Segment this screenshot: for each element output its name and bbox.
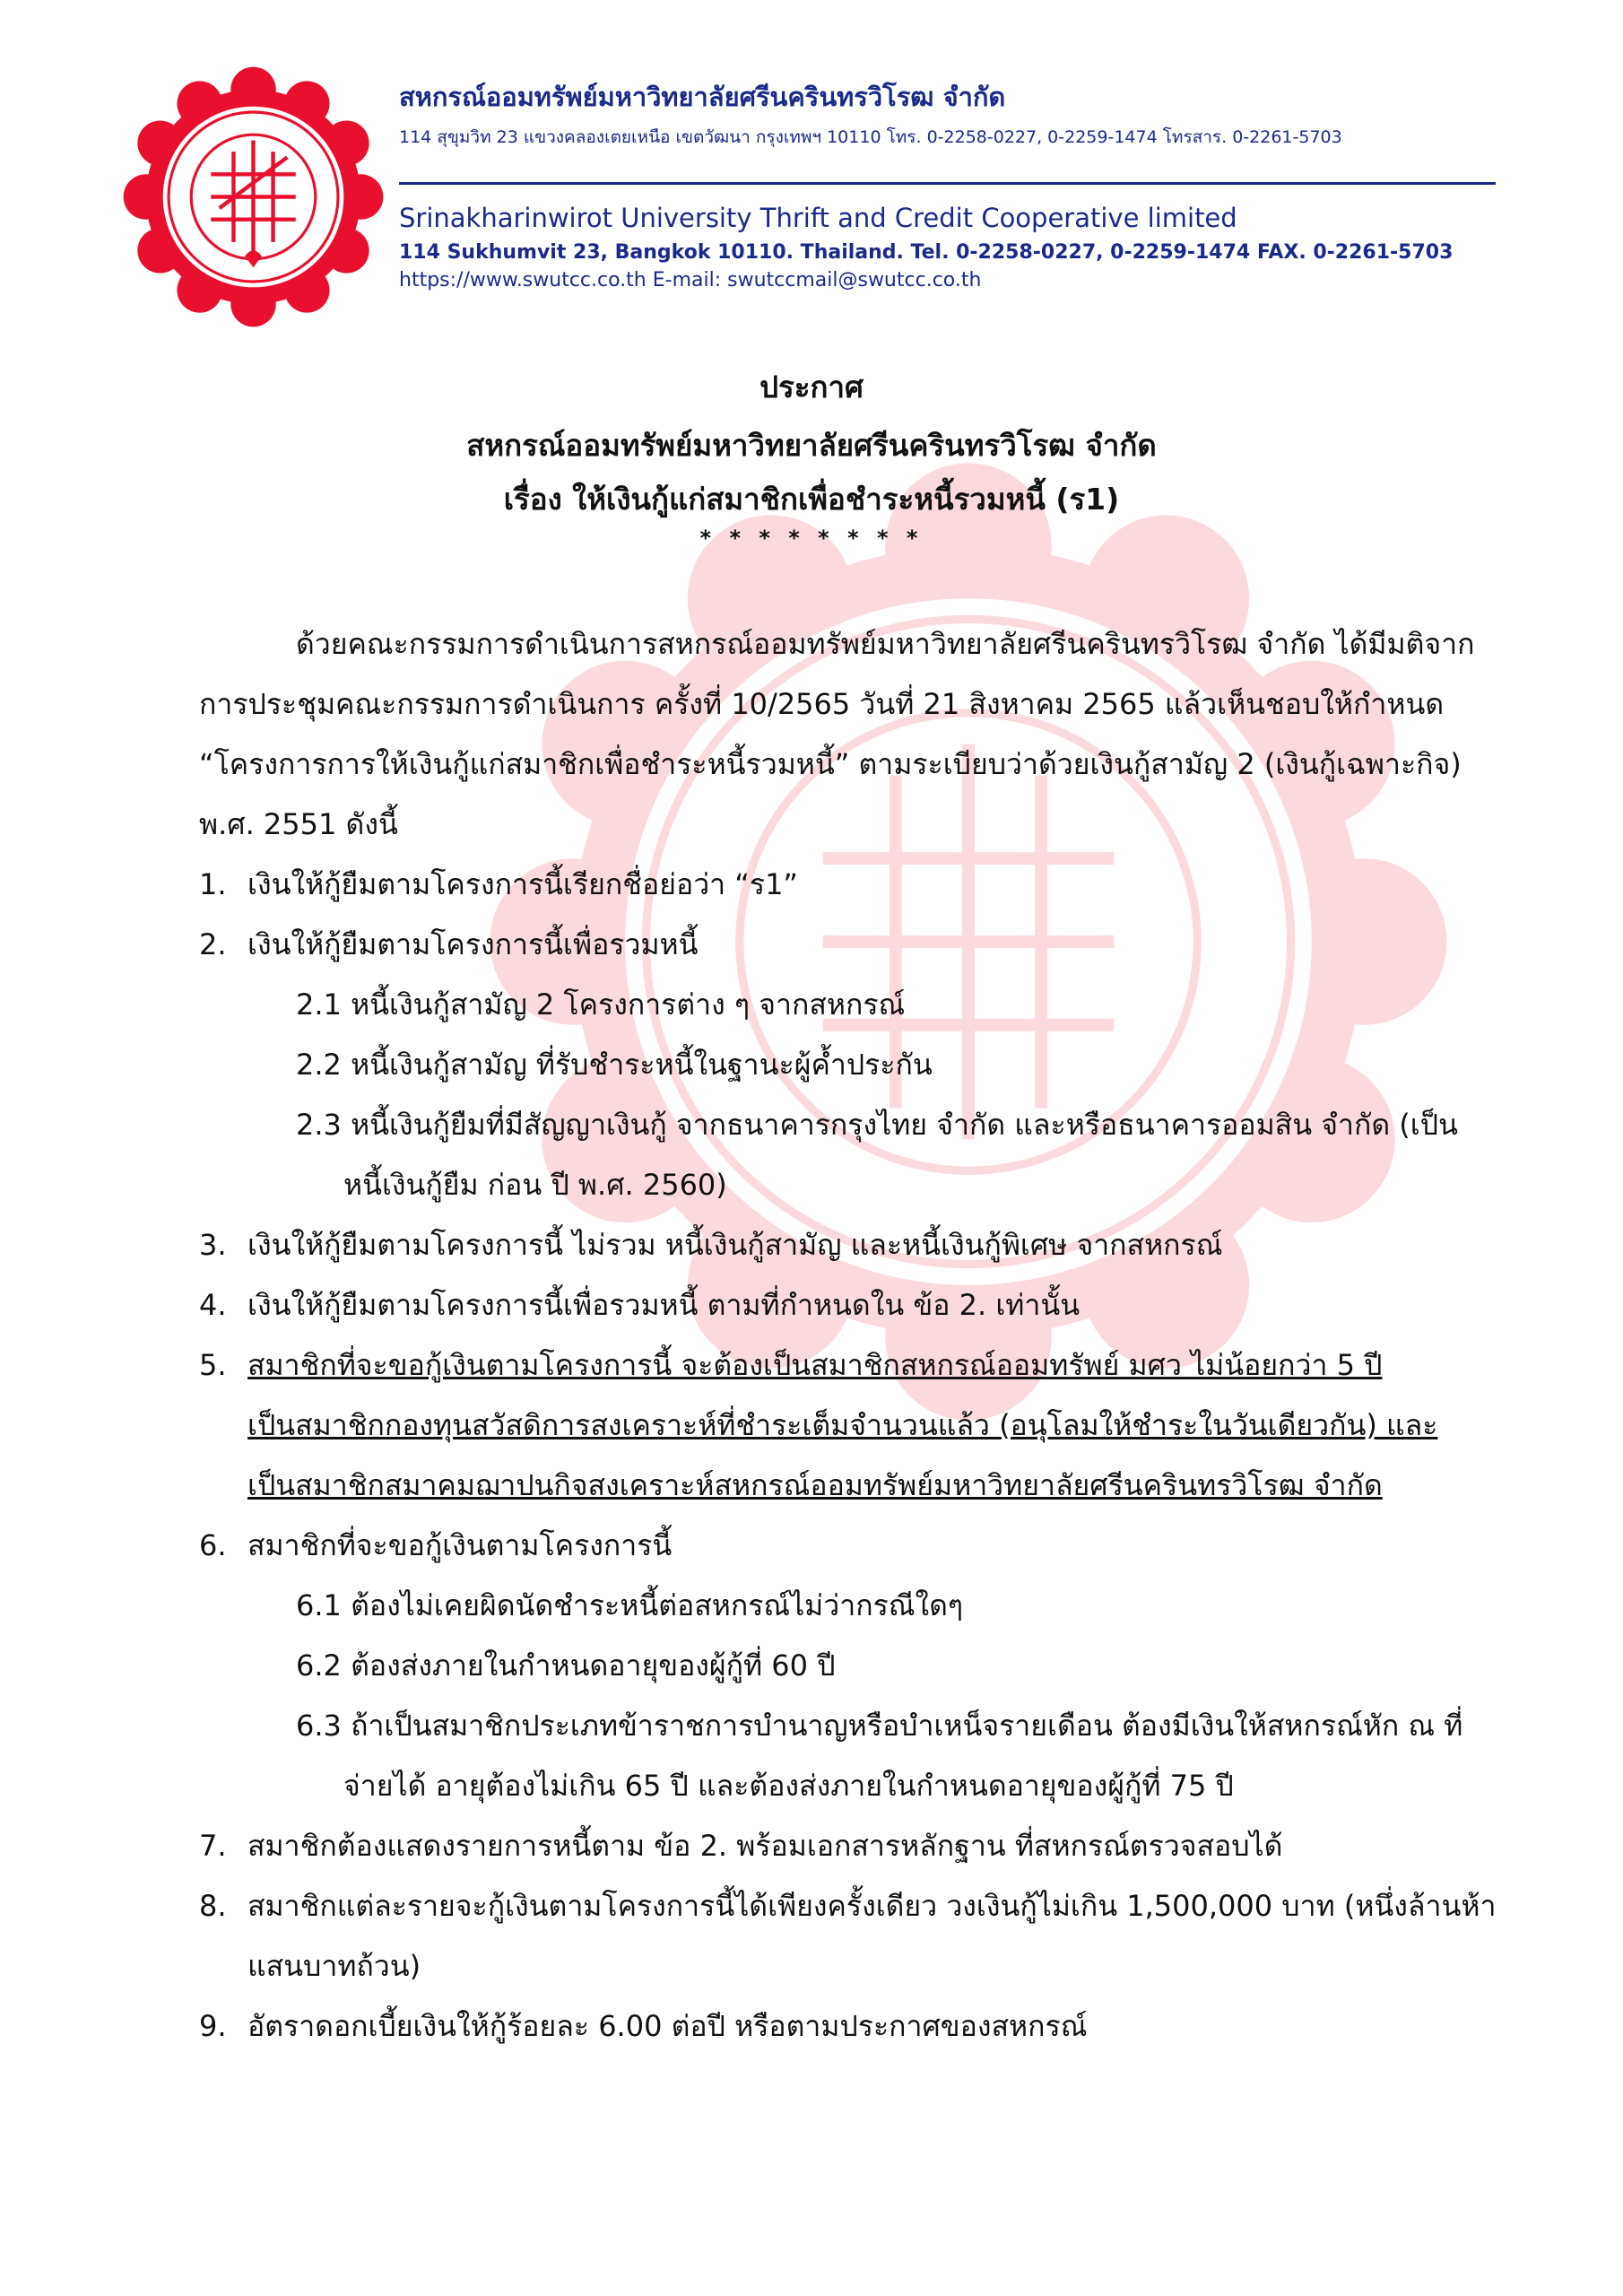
header-divider xyxy=(399,182,1496,185)
contact-english: https://www.swutcc.co.th E-mail: swutccmail@swutcc.co.th xyxy=(399,269,982,291)
intro-line-4: พ.ศ. 2551 ดังนี้ xyxy=(199,807,398,841)
intro-line-3: “โครงการการให้เงินกู้แก่สมาชิกเพื่อชำระหนี้รวมหนี้” ตามระเบียบว่าด้วยเงินกู้สามัญ 2 (เงินกู้เฉพาะกิจ) xyxy=(199,747,1462,781)
item-number-1: 1. xyxy=(199,867,227,901)
announcement-org: สหกรณ์ออมทรัพย์มหาวิทยาลัยศรีนครินทรวิโรฒ จำกัด xyxy=(466,428,1157,463)
item-4: เงินให้กู้ยืมตามโครงการนี้เพื่อรวมหนี้ ตามที่กำหนดใน ข้อ 2. เท่านั้น xyxy=(247,1288,1081,1322)
item-6: สมาชิกที่จะขอกู้เงินตามโครงการนี้ xyxy=(247,1528,673,1562)
item-5-line-2: เป็นสมาชิกกองทุนสวัสดิการสงเคราะห์ที่ชำระเต็มจำนวนแล้ว (อนุโลมให้ชำระในวันเดียวกัน) และ xyxy=(247,1408,1438,1442)
announcement-title: ประกาศ xyxy=(759,370,864,404)
subitem-2-3-line-1: 2.3 หนี้เงินกู้ยืมที่มีสัญญาเงินกู้ จากธนาคารกรุงไทย จำกัด และหรือธนาคารออมสิน จำกัด (เป็น xyxy=(296,1108,1458,1142)
item-number-5: 5. xyxy=(199,1348,227,1382)
subitem-2-2: 2.2 หนี้เงินกู้สามัญ ที่รับชำระหนี้ในฐานะผู้ค้ำประกัน xyxy=(296,1048,933,1082)
item-2: เงินให้กู้ยืมตามโครงการนี้เพื่อรวมหนี้ xyxy=(247,927,699,961)
item-number-7: 7. xyxy=(199,1829,227,1863)
subitem-2-1: 2.1 หนี้เงินกู้สามัญ 2 โครงการต่าง ๆ จากสหกรณ์ xyxy=(296,987,906,1022)
address-thai: 114 สุขุมวิท 23 แขวงคลองเตยเหนือ เขตวัฒนา กรุงเทพฯ 10110 โทร. 0-2258-0227, 0-2259-1474 โทรสาร. 0-2261-5703 xyxy=(399,127,1342,147)
item-number-9: 9. xyxy=(199,2009,227,2043)
item-number-4: 4. xyxy=(199,1288,227,1322)
subitem-6-3-line-1: 6.3 ถ้าเป็นสมาชิกประเภทข้าราชการบำนาญหรือบำเหน็จรายเดือน ต้องมีเงินให้สหกรณ์หัก ณ ที่ xyxy=(296,1709,1463,1743)
separator-stars: * * * * * * * * xyxy=(699,526,924,551)
subitem-6-3-line-2: จ่ายได้ อายุต้องไม่เกิน 65 ปี และต้องส่งภายในกำหนดอายุของผู้กู้ที่ 75 ปี xyxy=(343,1769,1234,1803)
intro-line-1: ด้วยคณะกรรมการดำเนินการสหกรณ์ออมทรัพย์มหาวิทยาลัยศรีนครินทรวิโรฒ จำกัด ได้มีมติจาก xyxy=(296,627,1475,661)
item-3: เงินให้กู้ยืมตามโครงการนี้ ไม่รวม หนี้เงินกู้สามัญ และหนี้เงินกู้พิเศษ จากสหกรณ์ xyxy=(247,1228,1223,1262)
intro-line-2: การประชุมคณะกรรมการดำเนินการ ครั้งที่ 10/2565 วันที่ 21 สิงหาคม 2565 แล้วเห็นชอบให้กำหนด xyxy=(199,687,1445,721)
item-5-line-3: เป็นสมาชิกสมาคมฌาปนกิจสงเคราะห์สหกรณ์ออมทรัพย์มหาวิทยาลัยศรีนครินทรวิโรฒ จำกัด xyxy=(247,1468,1383,1502)
org-name-english: Srinakharinwirot University Thrift and Credit Cooperative limited xyxy=(399,203,1237,233)
address-english: 114 Sukhumvit 23, Bangkok 10110. Thailand. Tel. 0-2258-0227, 0-2259-1474 FAX. 0-2261-5703 xyxy=(399,241,1454,264)
item-8-line-1: สมาชิกแต่ละรายจะกู้เงินตามโครงการนี้ได้เพียงครั้งเดียว วงเงินกู้ไม่เกิน 1,500,000 บาท (หนึ่งล้านห้า xyxy=(247,1889,1497,1923)
item-9: อัตราดอกเบี้ยเงินให้กู้ร้อยละ 6.00 ต่อปี หรือตามประกาศของสหกรณ์ xyxy=(247,2009,1088,2043)
item-5-line-1: สมาชิกที่จะขอกู้เงินตามโครงการนี้ จะต้องเป็นสมาชิกสหกรณ์ออมทรัพย์ มศว ไม่น้อยกว่า 5 ปี xyxy=(247,1348,1383,1382)
cooperative-seal-logo xyxy=(112,56,395,338)
announcement-subject: เรื่อง ให้เงินกู้แก่สมาชิกเพื่อชำระหนี้รวมหนี้ (ร1) xyxy=(503,482,1120,517)
item-7: สมาชิกต้องแสดงรายการหนี้ตาม ข้อ 2. พร้อมเอกสารหลักฐาน ที่สหกรณ์ตรวจสอบได้ xyxy=(247,1829,1283,1863)
item-number-2: 2. xyxy=(199,927,227,961)
item-number-6: 6. xyxy=(199,1528,227,1562)
item-number-8: 8. xyxy=(199,1889,227,1923)
item-number-3: 3. xyxy=(199,1228,227,1262)
item-1: เงินให้กู้ยืมตามโครงการนี้เรียกชื่อย่อว่า “ร1” xyxy=(247,867,798,901)
org-name-thai: สหกรณ์ออมทรัพย์มหาวิทยาลัยศรีนครินทรวิโรฒ จำกัด xyxy=(399,82,1006,112)
subitem-6-1: 6.1 ต้องไม่เคยผิดนัดชำระหนี้ต่อสหกรณ์ไม่ว่ากรณีใดๆ xyxy=(296,1588,964,1622)
item-8-line-2: แสนบาทถ้วน) xyxy=(247,1949,421,1983)
subitem-6-2: 6.2 ต้องส่งภายในกำหนดอายุของผู้กู้ที่ 60 ปี xyxy=(296,1648,836,1683)
subitem-2-3-line-2: หนี้เงินกู้ยืม ก่อน ปี พ.ศ. 2560) xyxy=(343,1168,727,1202)
